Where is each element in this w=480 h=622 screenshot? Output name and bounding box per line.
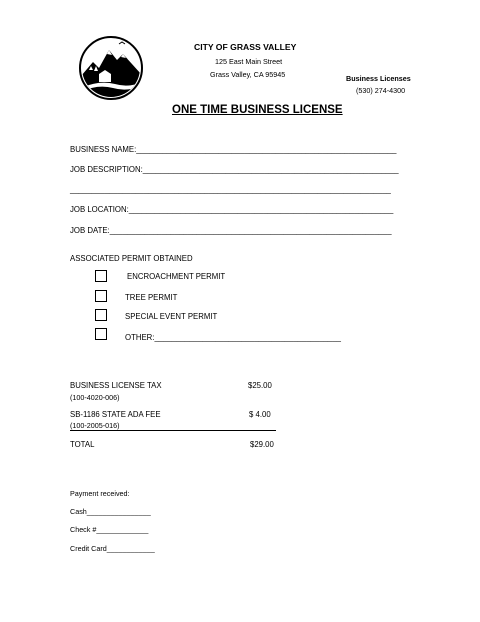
subtotal-rule — [70, 430, 276, 431]
total-amount: $29.00 — [250, 440, 274, 449]
business-license-tax-amount: $25.00 — [248, 381, 272, 390]
permits-heading: ASSOCIATED PERMIT OBTAINED — [70, 254, 193, 263]
payment-cash-field[interactable]: Cash________________ — [70, 507, 151, 516]
job-location-field[interactable]: JOB LOCATION:_____________________________________________________________ — [70, 205, 394, 214]
job-description-field[interactable]: JOB DESCRIPTION:___________________________________________________________ — [70, 165, 399, 174]
payment-check-field[interactable]: Check #_____________ — [70, 525, 149, 534]
ada-fee-label: SB-1186 STATE ADA FEE — [70, 410, 161, 419]
checkbox-special-event-permit[interactable] — [95, 309, 107, 321]
job-description-line-2[interactable]: __________________________________________________________________________ — [70, 185, 391, 194]
business-license-tax-label: BUSINESS LICENSE TAX — [70, 381, 162, 390]
total-label: TOTAL — [70, 440, 95, 449]
job-date-field[interactable]: JOB DATE:_________________________________________________________________ — [70, 226, 392, 235]
department-name: Business Licenses — [346, 74, 411, 83]
permit-label-other[interactable]: OTHER:___________________________________________ — [125, 333, 341, 342]
form-title: ONE TIME BUSINESS LICENSE — [172, 104, 343, 116]
checkbox-encroachment-permit[interactable] — [95, 270, 107, 282]
checkbox-tree-permit[interactable] — [95, 290, 107, 302]
address-line-1: 125 East Main Street — [215, 57, 283, 66]
permit-label-encroachment: ENCROACHMENT PERMIT — [127, 272, 226, 281]
department-phone: (530) 274-4300 — [356, 86, 406, 95]
ada-fee-amount: $ 4.00 — [249, 410, 271, 419]
checkbox-other-permit[interactable] — [95, 328, 107, 340]
ada-fee-code: (100-2005-016) — [70, 421, 120, 430]
address-line-2: Grass Valley, CA 95945 — [210, 70, 286, 79]
permit-label-special-event: SPECIAL EVENT PERMIT — [125, 312, 218, 321]
business-license-tax-code: (100-4020-006) — [70, 393, 120, 402]
permit-label-tree: TREE PERMIT — [125, 293, 178, 302]
city-name: CITY OF GRASS VALLEY — [194, 42, 297, 52]
payment-credit-card-field[interactable]: Credit Card____________ — [70, 544, 155, 553]
business-name-field[interactable]: BUSINESS NAME:____________________________________________________________ — [70, 145, 397, 154]
payment-heading: Payment received: — [70, 489, 130, 498]
city-seal-logo-icon — [79, 36, 143, 100]
